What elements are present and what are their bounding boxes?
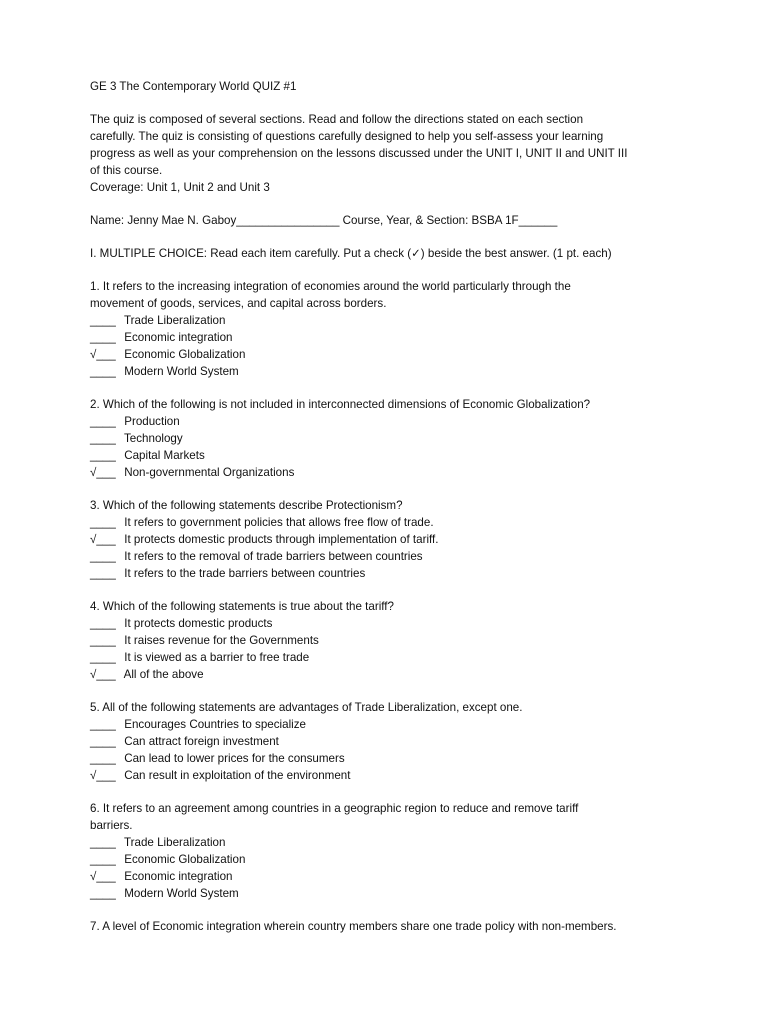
answer-option-checked[interactable]: [90, 666, 710, 683]
answer-option-checked[interactable]: [90, 868, 710, 885]
answer-blank: ____: [90, 415, 116, 428]
option-label: Economic integration: [124, 331, 233, 344]
coverage-line: Coverage: Unit 1, Unit 2 and Unit 3: [90, 181, 270, 194]
answer-blank: ____: [90, 550, 116, 563]
answer-blank: ____: [90, 432, 116, 445]
answer-option[interactable]: [90, 885, 710, 902]
answer-option[interactable]: [90, 363, 710, 380]
spacer: [90, 95, 710, 111]
check-mark: √___: [90, 769, 116, 782]
answer-blank: ____: [90, 449, 116, 462]
question-stem: barriers.: [90, 819, 133, 832]
question-6: [90, 800, 710, 902]
answer-option[interactable]: [90, 329, 710, 346]
option-label: Non-governmental Organizations: [124, 466, 295, 479]
answer-option-checked[interactable]: [90, 464, 710, 481]
answer-option-checked[interactable]: [90, 767, 710, 784]
spacer: [90, 683, 710, 699]
option-label: It refers to the trade barriers between countries: [124, 567, 366, 580]
answer-option[interactable]: [90, 312, 710, 329]
quiz-title: GE 3 The Contemporary World QUIZ #1: [90, 80, 297, 93]
question-stem: 7. A level of Economic integration wherein country members share one trade policy with non-members.: [90, 920, 617, 933]
question-stem: 6. It refers to an agreement among countries in a geographic region to reduce and remove tariff: [90, 802, 579, 815]
answer-blank: ____: [90, 887, 116, 900]
spacer: [90, 481, 710, 497]
answer-option[interactable]: [90, 430, 710, 447]
check-mark: √___: [90, 533, 116, 546]
answer-option[interactable]: [90, 447, 710, 464]
question-2: [90, 396, 710, 481]
option-label: Economic Globalization: [124, 348, 246, 361]
option-label: It refers to the removal of trade barriers between countries: [124, 550, 423, 563]
question-1: [90, 278, 710, 380]
option-label: It raises revenue for the Governments: [124, 634, 319, 647]
answer-blank: ____: [90, 752, 116, 765]
section-heading: I. MULTIPLE CHOICE: Read each item carefully. Put a check (✓) beside the best answer. (1 pt. each): [90, 247, 612, 260]
option-label: Can result in exploitation of the environment: [124, 769, 351, 782]
answer-blank: ____: [90, 836, 116, 849]
question-stem: 2. Which of the following is not included in interconnected dimensions of Economic Globalization?: [90, 398, 591, 411]
answer-option[interactable]: [90, 716, 710, 733]
quiz-content: [90, 78, 710, 935]
student-info-line: Name: Jenny Mae N. Gaboy________________ Course, Year, & Section: BSBA 1F______: [90, 214, 558, 227]
question-3: [90, 497, 710, 582]
answer-option[interactable]: [90, 750, 710, 767]
question-stem: 5. All of the following statements are advantages of Trade Liberalization, except one.: [90, 701, 523, 714]
answer-option[interactable]: [90, 834, 710, 851]
answer-option[interactable]: [90, 413, 710, 430]
option-label: Technology: [124, 432, 183, 445]
question-stem: movement of goods, services, and capital across borders.: [90, 297, 387, 310]
answer-option[interactable]: [90, 733, 710, 750]
option-label: Capital Markets: [124, 449, 205, 462]
answer-blank: ____: [90, 365, 116, 378]
intro-paragraph: [90, 111, 710, 196]
answer-option[interactable]: [90, 632, 710, 649]
answer-option[interactable]: [90, 514, 710, 531]
answer-option-checked[interactable]: [90, 531, 710, 548]
check-mark: √___: [90, 668, 116, 681]
answer-blank: ____: [90, 853, 116, 866]
option-label: It protects domestic products: [124, 617, 273, 630]
answer-option[interactable]: [90, 565, 710, 582]
option-label: All of the above: [123, 668, 204, 681]
question-stem: 3. Which of the following statements describe Protectionism?: [90, 499, 403, 512]
answer-option[interactable]: [90, 615, 710, 632]
answer-blank: ____: [90, 314, 116, 327]
question-4: [90, 598, 710, 683]
spacer: [90, 902, 710, 918]
spacer: [90, 196, 710, 212]
option-label: Can attract foreign investment: [124, 735, 279, 748]
option-label: Trade Liberalization: [124, 836, 226, 849]
intro-line: of this course.: [90, 164, 163, 177]
option-label: It refers to government policies that allows free flow of trade.: [124, 516, 434, 529]
answer-blank: ____: [90, 634, 116, 647]
answer-option-checked[interactable]: [90, 346, 710, 363]
option-label: Economic integration: [124, 870, 233, 883]
answer-blank: ____: [90, 617, 116, 630]
spacer: [90, 784, 710, 800]
answer-blank: ____: [90, 718, 116, 731]
answer-blank: ____: [90, 735, 116, 748]
question-stem: 4. Which of the following statements is true about the tariff?: [90, 600, 394, 613]
check-mark: √___: [90, 870, 116, 883]
option-label: Economic Globalization: [124, 853, 246, 866]
spacer: [90, 380, 710, 396]
answer-option[interactable]: [90, 649, 710, 666]
spacer: [90, 262, 710, 278]
option-label: Can lead to lower prices for the consumers: [124, 752, 345, 765]
spacer: [90, 229, 710, 245]
question-5: [90, 699, 710, 784]
question-stem: 1. It refers to the increasing integration of economies around the world particularly through the: [90, 280, 571, 293]
check-mark: √___: [90, 348, 116, 361]
option-label: It is viewed as a barrier to free trade: [124, 651, 310, 664]
answer-option[interactable]: [90, 548, 710, 565]
spacer: [90, 582, 710, 598]
answer-blank: ____: [90, 567, 116, 580]
option-label: It protects domestic products through implementation of tariff.: [124, 533, 439, 546]
intro-line: The quiz is composed of several sections. Read and follow the directions stated on each section: [90, 113, 584, 126]
option-label: Modern World System: [124, 887, 239, 900]
answer-blank: ____: [90, 331, 116, 344]
answer-blank: ____: [90, 516, 116, 529]
intro-line: carefully. The quiz is consisting of questions carefully designed to help you self-assess your learning: [90, 130, 604, 143]
option-label: Modern World System: [124, 365, 239, 378]
answer-blank: ____: [90, 651, 116, 664]
option-label: Trade Liberalization: [124, 314, 226, 327]
check-mark: √___: [90, 466, 116, 479]
option-label: Production: [124, 415, 180, 428]
answer-option[interactable]: [90, 851, 710, 868]
question-7: [90, 918, 710, 935]
option-label: Encourages Countries to specialize: [124, 718, 306, 731]
intro-line: progress as well as your comprehension on the lessons discussed under the UNIT I, UNIT II and UNIT III: [90, 147, 628, 160]
